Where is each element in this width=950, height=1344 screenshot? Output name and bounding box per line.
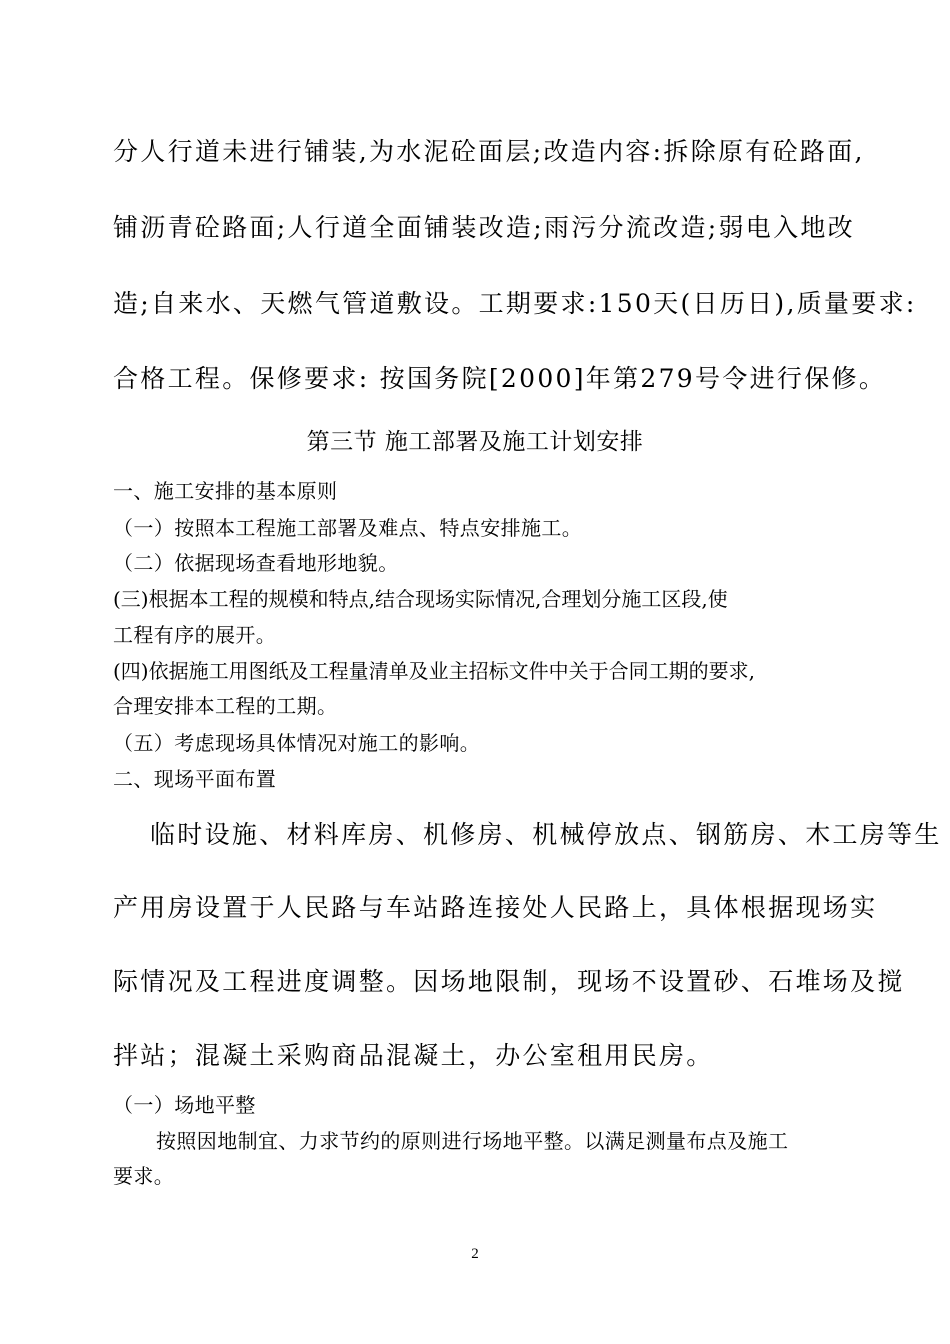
paragraph-2-line-1: 临时设施、材料库房、机修房、机械停放点、钢筋房、木工房等生 — [150, 820, 942, 849]
heading-principles: 一、施工安排的基本原则 — [113, 479, 338, 503]
paragraph-1-line-1: 分人行道未进行铺装,为水泥砼面层;改造内容:拆除原有砼路面, — [113, 137, 865, 166]
section-title: 第三节 施工部署及施工计划安排 — [306, 429, 644, 455]
paragraph-3-line-2: 要求。 — [113, 1164, 175, 1188]
paragraph-2-line-4: 拌站；混凝土采购商品混凝土，办公室租用民房。 — [113, 1041, 714, 1070]
principle-item-4: (四)依据施工用图纸及工程量清单及业主招标文件中关于合同工期的要求, — [113, 659, 755, 683]
paragraph-2-line-2: 产用房设置于人民路与车站路连接处人民路上，具体根据现场实 — [113, 893, 878, 922]
principle-item-3-cont: 工程有序的展开。 — [113, 623, 277, 647]
heading-site-layout: 二、现场平面布置 — [113, 767, 277, 791]
paragraph-3-line-1: 按照因地制宜、力求节约的原则进行场地平整。以满足测量布点及施工 — [156, 1129, 789, 1153]
page-number: 2 — [471, 1246, 479, 1262]
paragraph-1-line-2: 铺沥青砼路面;人行道全面铺装改造;雨污分流改造;弱电入地改 — [113, 213, 855, 242]
principle-item-2: （二）依据现场查看地形地貌。 — [113, 551, 399, 575]
principle-item-1: （一）按照本工程施工部署及难点、特点安排施工。 — [113, 516, 583, 540]
principle-item-3: (三)根据本工程的规模和特点,结合现场实际情况,合理划分施工区段,使 — [113, 587, 728, 611]
paragraph-1-line-4: 合格工程。保修要求: 按国务院[2000]年第279号令进行保修。 — [113, 364, 887, 393]
paragraph-1-line-3: 造;自来水、天燃气管道敷设。工期要求:150天(日历日),质量要求: — [113, 289, 917, 318]
paragraph-2-line-3: 际情况及工程进度调整。因场地限制，现场不设置砂、石堆场及搅 — [113, 967, 905, 996]
principle-item-5: （五）考虑现场具体情况对施工的影响。 — [113, 731, 481, 755]
subheading-site-leveling: （一）场地平整 — [113, 1093, 256, 1117]
principle-item-4-cont: 合理安排本工程的工期。 — [113, 694, 338, 718]
